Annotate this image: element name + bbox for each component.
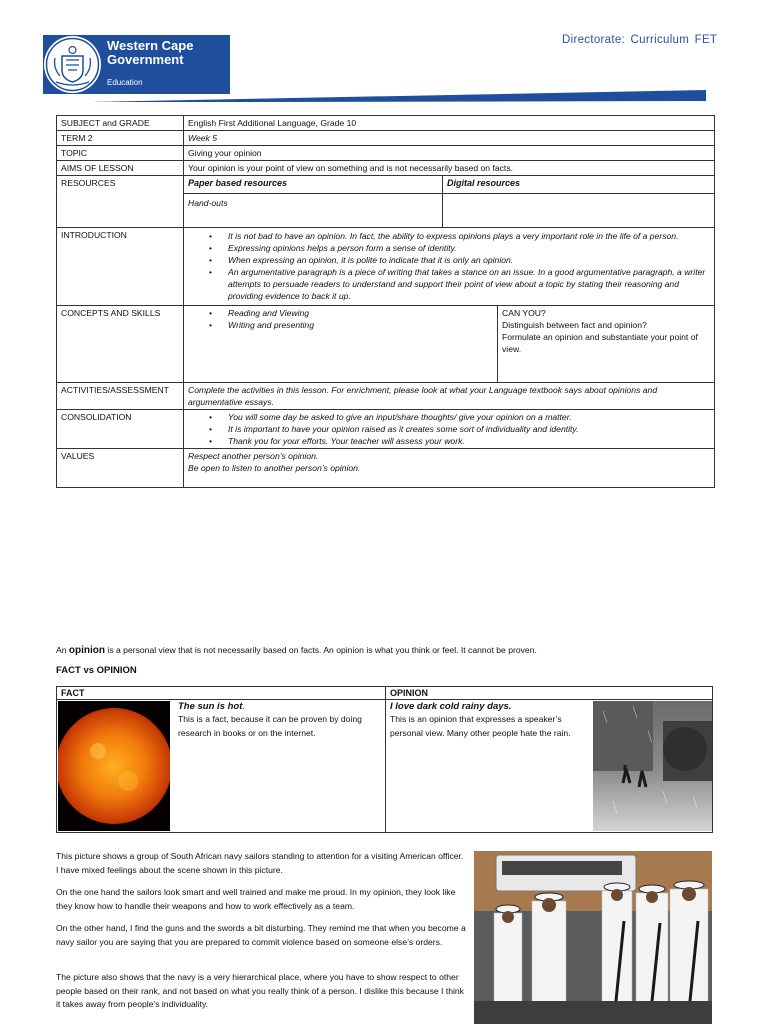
introduction-row — [57, 228, 715, 306]
definition-keyword: opinion — [68, 645, 106, 656]
list-item: • Reading and Viewing — [228, 307, 493, 319]
org-name-line1: Western Cape — [107, 38, 194, 53]
fact-opinion-table — [56, 686, 713, 833]
topic-row — [57, 146, 715, 161]
term-value: Week 5 — [184, 131, 715, 146]
fact-text: This is a fact, because it can be proven by doing research in books or on the internet. — [178, 714, 362, 738]
subject-row — [57, 116, 715, 131]
term-label: TERM 2 — [57, 131, 184, 146]
term-row — [57, 131, 715, 146]
definition-text: is a personal view that is not necessarily based on facts. An opinion is what you think or feel. It cannot be proven. — [105, 645, 537, 655]
can-you-line: Formulate an opinion and substantiate your point of view. — [502, 332, 698, 354]
can-you-title: CAN YOU? — [502, 308, 546, 318]
activities-label: ACTIVITIES/ASSESSMENT — [57, 383, 184, 410]
consolidation-row — [57, 410, 715, 449]
list-item: • An argumentative paragraph is a piece of writing that takes a stance on an issue. In a good argumentative paragraph, a writer attempts to persuade readers to understand and support their point of view about a topic by stating their reasoning and providing evidence to back it up. — [228, 266, 710, 302]
activities-value: Complete the activities in this lesson. For enrichment, please look at what your Language textbook says about opinions and argumentative essays. — [184, 383, 715, 410]
introduction-list — [188, 230, 710, 302]
activities-row — [57, 383, 715, 410]
org-name-line2: Government — [107, 52, 184, 67]
list-item: • It is important to have your opinion raised as it creates some sort of individuality and identity. — [228, 423, 710, 435]
concepts-row — [57, 306, 715, 383]
column-divider — [385, 687, 386, 832]
fact-vs-opinion-heading: FACT vs OPINION — [56, 665, 137, 676]
resources-row — [57, 176, 715, 228]
org-department: Education — [107, 78, 143, 87]
resources-label: RESOURCES — [57, 176, 184, 228]
consolidation-list — [188, 411, 710, 447]
values-line: Be open to listen to another person’s opinion. — [188, 463, 361, 473]
aims-label: AIMS OF LESSON — [57, 161, 184, 176]
header-swoosh-decoration — [0, 88, 706, 104]
list-item: • Thank you for your efforts. Your teacher will assess your work. — [228, 435, 710, 447]
list-item: • When expressing an opinion, it is polite to indicate that it is only an opinion. — [228, 254, 710, 266]
navy-sailors-image — [474, 851, 712, 1024]
resources-inner-table — [184, 176, 714, 227]
values-row — [57, 449, 715, 488]
fact-title: The sun is hot. — [178, 701, 246, 712]
concepts-list — [188, 307, 493, 331]
definition-prefix: An — [56, 645, 69, 655]
lesson-plan-table — [56, 115, 715, 488]
topic-value: Giving your opinion — [184, 146, 715, 161]
directorate-title: Directorate: Curriculum FET — [562, 34, 718, 46]
list-item: • You will some day be asked to give an input/share thoughts/ give your opinion on a matter. — [228, 411, 710, 423]
sailors-paragraph-3: On the other hand, I find the guns and the swords a bit disturbing. They remind me that when you become a navy sailor you are saying that you are prepared to commit violence based on someone else’s orders. — [56, 923, 466, 947]
paper-resources-heading: Paper based resources — [184, 176, 443, 194]
sailors-paragraph-4: The picture also shows that the navy is a very hierarchical place, where you have to show respect to other people based on their rank, and not based on what you really think of a person. I dislike this because I think it takes away from people’s individuality. — [56, 972, 464, 1009]
digital-resources-cell — [443, 194, 715, 228]
values-label: VALUES — [57, 449, 184, 488]
rainy-street-image — [593, 701, 712, 831]
list-item: • Expressing opinions helps a person form a sense of identity. — [228, 242, 710, 254]
consolidation-label: CONSOLIDATION — [57, 410, 184, 449]
concepts-label: CONCEPTS AND SKILLS — [57, 306, 184, 383]
fact-title-text: The sun is hot — [178, 701, 243, 712]
introduction-label: INTRODUCTION — [57, 228, 184, 306]
aims-value: Your opinion is your point of view on something and is not necessarily based on facts. — [184, 161, 715, 176]
sailors-paragraph-1: This picture shows a group of South African navy sailors standing to attention for a visiting American officer. I have mixed feelings about the scene shown in this picture. — [56, 851, 464, 875]
list-item: • It is not bad to have an opinion. In fact, the ability to express opinions plays a very important role in the life of a person. — [228, 230, 710, 242]
sailors-paragraph-2: On the one hand the sailors look smart and well trained and make me proud. In my opinion, they look like they know how to handle their weapons and how to work effectively as a team. — [56, 887, 456, 911]
opinion-title: I love dark cold rainy days. — [390, 701, 512, 712]
digital-resources-heading: Digital resources — [443, 176, 715, 194]
opinion-text: This is an opinion that expresses a speaker’s personal view. Many other people hate the rain. — [390, 714, 571, 738]
sun-image — [58, 701, 170, 831]
can-you-line: Distinguish between fact and opinion? — [502, 320, 647, 330]
subject-value: English First Additional Language, Grade 10 — [184, 116, 715, 131]
opinion-header: OPINION — [390, 688, 429, 698]
list-item: • Writing and presenting — [228, 319, 493, 331]
fact-header: FACT — [61, 688, 85, 698]
topic-label: TOPIC — [57, 146, 184, 161]
coat-of-arms-icon — [44, 36, 101, 93]
aims-row — [57, 161, 715, 176]
concepts-inner-table — [184, 306, 714, 382]
opinion-definition — [56, 643, 537, 658]
subject-label: SUBJECT and GRADE — [57, 116, 184, 131]
values-line: Respect another person’s opinion. — [188, 451, 319, 461]
handouts-cell: Hand-outs — [184, 194, 443, 228]
